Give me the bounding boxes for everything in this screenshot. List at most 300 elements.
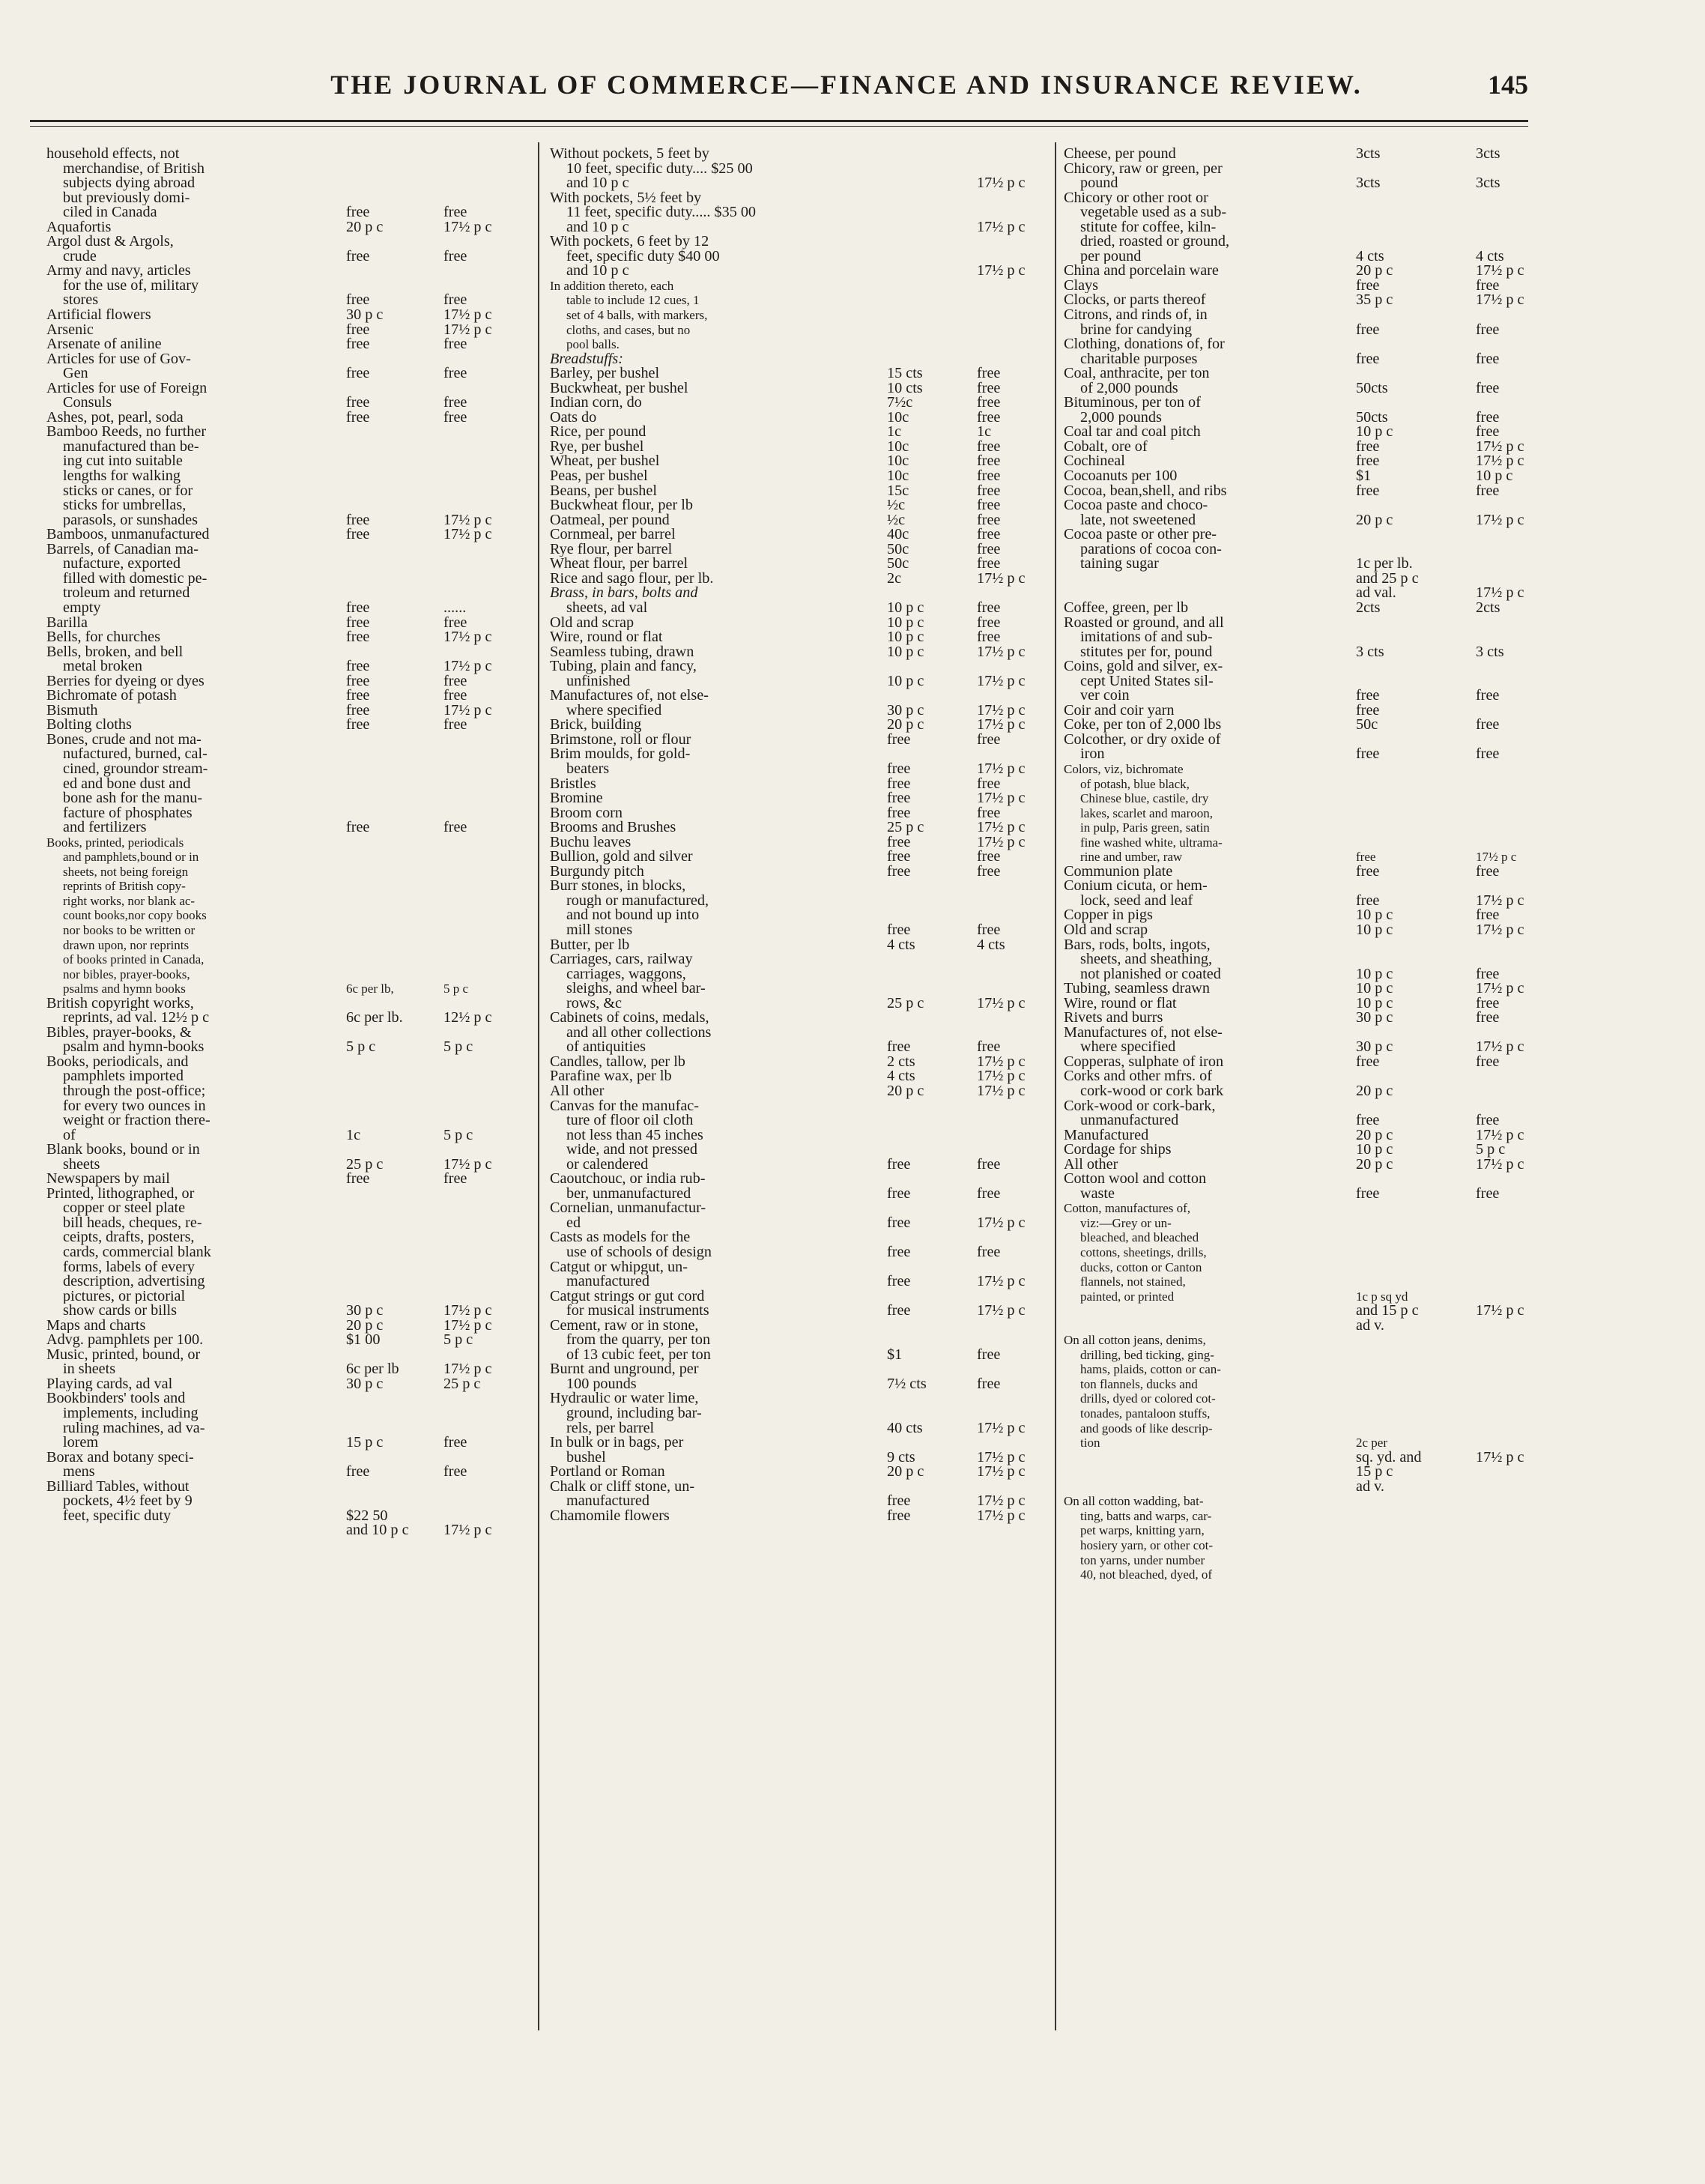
tariff-row [550,1333,1052,1348]
tariff-row [46,249,533,264]
item-description: Tubing, plain and fancy, [550,659,697,674]
old-duty: free [887,833,911,850]
tariff-row [1064,1421,1543,1436]
item-description: manufactured than be- [63,439,199,455]
item-description: Bookbinders' tools and [46,1391,186,1407]
old-duty [1351,938,1476,953]
new-duty [977,1333,1052,1348]
item-description: Rye, per bushel [550,439,644,455]
new-duty [1476,220,1543,235]
new-duty [443,879,533,894]
new-duty: 17½ p c [977,790,1026,807]
new-duty [443,952,533,967]
new-duty [443,1480,533,1495]
new-duty [1476,1319,1543,1334]
old-duty: free [346,599,370,616]
new-duty [443,967,533,982]
new-duty: free [977,1185,1001,1202]
new-duty [443,1274,533,1289]
item-description: Candles, tallow, per lb [550,1054,685,1070]
tariff-row [46,1113,533,1128]
item-description: facture of phosphates [63,805,193,821]
tariff-row [46,777,533,792]
item-description: Coffee, green, per lb [1064,600,1189,616]
item-description: 40, not bleached, dyed, of [1080,1567,1213,1582]
item-description: of books printed in Canada, [63,952,205,967]
tariff-row [1064,1099,1543,1114]
old-duty [342,454,443,469]
new-duty: 17½ p c [977,175,1026,192]
tariff-row [1064,1362,1543,1377]
old-duty: 10 p c [887,599,924,616]
tariff-row [1064,1055,1543,1070]
item-description: Chicory or other root or [1064,190,1208,206]
new-duty [1476,366,1543,381]
new-duty [443,572,533,587]
item-description [1064,1451,1351,1465]
old-duty [342,557,443,572]
old-duty: free [346,1463,370,1480]
new-duty: 17½ p c [1476,921,1524,938]
new-duty: 17½ p c [443,701,492,719]
tariff-row [1064,1172,1543,1187]
old-duty: 2c per [1356,1436,1388,1451]
item-description: Bituminous, per ton of [1064,396,1201,411]
new-duty [1476,1230,1543,1245]
new-duty: 3cts [1476,147,1500,162]
old-duty [342,498,443,513]
new-duty: 12½ p c [443,1009,492,1026]
new-duty: 17½ p c [443,1361,492,1378]
old-duty: 10 p c [887,672,924,689]
tariff-row [1064,1201,1543,1216]
old-duty [342,923,443,938]
item-description: fine washed white, ultrama- [1080,835,1223,850]
old-duty [1351,1538,1476,1553]
new-duty: 4 cts [977,936,1005,953]
header-rule-thin [30,126,1528,127]
item-description: Barilla [46,615,88,631]
new-duty: free [1476,1112,1500,1129]
tariff-row [550,425,1052,440]
tariff-row [1064,440,1543,455]
old-duty [342,879,443,894]
old-duty: 10 p c [1356,980,1393,997]
item-description: Casts as models for the [550,1230,691,1246]
old-duty [342,835,443,850]
old-duty: free [887,1155,911,1173]
item-description: of [63,1128,76,1143]
new-duty [443,425,533,440]
item-description: viz:—Grey or un- [1080,1215,1172,1230]
item-description: of 2,000 pounds [1080,381,1178,396]
new-duty [443,1069,533,1084]
tariff-row [550,1494,1052,1509]
old-duty [1351,1274,1476,1289]
tariff-row [46,1304,533,1319]
old-duty [1351,1377,1476,1392]
tariff-row [550,1172,1052,1187]
tariff-row [1064,1509,1543,1524]
item-description: All other [1064,1157,1118,1173]
tariff-row [1064,1304,1543,1319]
item-description: Manufactures of, not else- [1064,1025,1223,1041]
old-duty [1351,191,1476,206]
item-description: filled with domestic pe- [63,571,208,587]
item-description: In bulk or in bags, per [550,1436,684,1451]
new-duty [1476,308,1543,323]
item-description: reprints of British copy- [63,879,186,894]
item-description: Advg. pamphlets per 100. [46,1333,204,1348]
new-duty [1476,1245,1543,1260]
item-description: ruling machines, ad va- [63,1421,205,1436]
old-duty: 10c [887,453,909,470]
new-duty [1476,191,1543,206]
item-description: right works, nor blank ac- [63,893,196,908]
tariff-row [550,220,1052,235]
new-duty: 2cts [1476,599,1500,616]
new-duty: free [977,511,1001,528]
old-duty [342,894,443,909]
item-description: ture of floor oil cloth [566,1113,694,1128]
column-divider [538,142,539,2030]
old-duty [1351,235,1476,249]
tariff-row [550,1391,1052,1406]
tariff-row [46,1480,533,1495]
new-duty: free [1476,687,1500,704]
tariff-row [1064,1553,1543,1568]
tariff-row [46,835,533,850]
old-duty [882,967,977,982]
new-duty [1476,1348,1543,1363]
tariff-row [1064,850,1543,865]
tariff-row [46,601,533,616]
item-description: Coke, per ton of 2,000 lbs [1064,718,1222,733]
tariff-row [46,366,533,381]
item-description [1064,1465,1351,1480]
old-duty [882,1201,977,1216]
new-duty: free [977,540,1001,557]
item-description: stitutes per for, pound [1080,644,1213,660]
tariff-row [550,293,1052,308]
tariff-row [550,1377,1052,1392]
tariff-row [1064,1523,1543,1538]
new-duty: 17½ p c [977,1214,1026,1231]
old-duty: and 25 p c [1356,569,1419,587]
new-duty: 10 p c [1476,468,1513,485]
tariff-row [550,850,1052,865]
item-description: mens [63,1465,95,1480]
item-description: Arsenic [46,322,94,338]
old-duty [342,1099,443,1114]
item-description: dried, roasted or ground, [1080,235,1230,249]
item-description: Printed, lithographed, or [46,1186,195,1202]
item-description: troleum and returned [63,586,190,601]
new-duty: 17½ p c [1476,1302,1524,1319]
item-description: Clothing, donations of, for [1064,337,1225,352]
new-duty: 17½ p c [443,526,492,543]
old-duty: 4 cts [1356,247,1384,264]
item-description: ed and bone dust and [63,776,191,792]
item-description: Cotton wool and cotton [1064,1172,1207,1187]
new-duty: 5 p c [443,981,469,996]
old-duty: free [887,790,911,807]
tariff-row [1064,1406,1543,1421]
old-duty: 50cts [1356,408,1388,426]
item-description: nufacture, exported [63,557,181,572]
old-duty [882,952,977,967]
item-description: for the use of, military [63,278,199,294]
old-duty: free [1356,687,1380,704]
old-duty [1351,1553,1476,1568]
item-description: Portland or Roman [550,1465,665,1480]
old-duty: free [887,1507,911,1524]
tariff-row [46,1172,533,1187]
old-duty [342,1216,443,1231]
tariff-row [1064,498,1543,513]
old-duty [882,1391,977,1406]
new-duty [1476,1172,1543,1187]
item-description: Bichromate of potash [46,689,177,704]
new-duty: 17½ p c [443,1155,492,1173]
tariff-row [46,1465,533,1480]
item-description: sticks or canes, or for [63,483,193,499]
item-description: Books, printed, periodicals [46,835,184,850]
item-description: Articles for use of Foreign [46,381,208,396]
old-duty: 20 p c [887,716,924,733]
old-duty [1351,1567,1476,1582]
item-description: Coal tar and coal pitch [1064,425,1201,440]
old-duty [342,484,443,499]
tariff-row [46,1230,533,1245]
item-description: Wire, round or flat [1064,996,1177,1011]
tariff-row [1064,820,1543,835]
tariff-row [550,938,1052,953]
new-duty: 17½ p c [977,994,1026,1011]
tariff-row [1064,1567,1543,1582]
tariff-column-3 [1064,147,1543,2035]
old-duty: free [887,1038,911,1056]
tariff-row [46,659,533,674]
old-duty: 1c [346,1126,361,1143]
tariff-row [550,1436,1052,1451]
item-description: Indian corn, do [550,396,642,411]
tariff-row [1064,1216,1543,1231]
old-duty [882,191,977,206]
tariff-row [1064,276,1543,294]
old-duty [882,1319,977,1334]
tariff-row [1064,586,1543,601]
old-duty [882,264,977,279]
new-duty: 17½ p c [443,321,492,338]
old-duty: 2 cts [887,1053,915,1070]
old-duty [1351,952,1476,967]
item-description: Brass, in bars, bolts and [550,586,698,601]
tariff-row [1064,249,1543,264]
old-duty: 40c [887,526,909,543]
new-duty: 17½ p c [1476,511,1524,528]
new-duty: free [1476,745,1500,763]
tariff-row [1064,967,1543,982]
item-description: Communion plate [1064,864,1173,880]
item-description: empty [63,600,101,616]
column-divider [1055,142,1056,2030]
tariff-row [46,1406,533,1421]
old-duty [342,162,443,177]
tariff-row [1064,176,1543,191]
tariff-row [46,1260,533,1275]
new-duty: 17½ p c [977,716,1026,733]
item-description: drills, dyed or colored cot- [1080,1391,1216,1406]
new-duty [1476,205,1543,220]
tariff-row [1064,469,1543,484]
item-description: psalm and hymn-books [63,1040,205,1055]
tariff-row [1064,1026,1543,1041]
item-description: and goods of like descrip- [1080,1421,1213,1436]
tariff-row [550,176,1052,191]
old-duty [342,1187,443,1202]
item-description: for every two ounces in [63,1098,206,1114]
item-description: Cochineal [1064,454,1125,470]
item-description: lorem [63,1436,99,1451]
tariff-row [1064,1391,1543,1406]
old-duty: free [887,1244,911,1261]
item-description: manufactured [566,1494,649,1509]
item-description: table to include 12 cues, 1 [566,293,700,308]
item-description: Cordage for ships [1064,1143,1172,1158]
old-duty: 20 p c [346,218,384,235]
new-duty: free [977,862,1001,880]
old-duty: 30 p c [1356,1009,1393,1026]
item-description: bone ash for the manu- [63,791,203,806]
item-description: lengths for walking [63,469,181,484]
tariff-row [46,220,533,235]
old-duty [1351,337,1476,352]
item-description: 10 feet, specific duty.... $25 00 [566,161,753,177]
tariff-row [550,1155,1052,1173]
new-duty [1476,1333,1543,1348]
new-duty [443,484,533,499]
new-duty [443,542,533,557]
item-description: Cabinets of coins, medals, [550,1011,709,1026]
old-duty: 10 p c [1356,423,1393,441]
item-description: feet, specific duty $40 00 [566,249,720,264]
tariff-row [1064,747,1543,762]
new-duty: 17½ p c [977,1448,1026,1465]
tariff-row [1064,381,1543,396]
item-description: iron [1080,747,1105,762]
old-duty [1351,1230,1476,1245]
old-duty [342,1055,443,1070]
item-description: subjects dying abroad [63,176,196,191]
item-description: per pound [1080,249,1142,264]
item-description: ducks, cotton or Canton [1080,1259,1202,1274]
item-description: Cornelian, unmanufactur- [550,1201,706,1216]
tariff-row [1064,1128,1543,1143]
old-duty [342,1230,443,1245]
new-duty [1476,1421,1543,1436]
item-description: Cocoa paste and choco- [1064,498,1208,513]
old-duty [342,777,443,792]
tariff-row [550,967,1052,982]
new-duty: free [977,730,1001,748]
new-duty: 17½ p c [977,1463,1026,1480]
tariff-row [1064,1245,1543,1260]
new-duty: free [1476,1053,1500,1070]
tariff-row [550,191,1052,206]
tariff-row [550,205,1052,220]
item-description: 2,000 pounds [1080,410,1162,426]
old-duty [882,894,977,909]
item-description: pictures, or pictorial [63,1289,186,1304]
item-description: parasols, or sunshades [63,512,198,528]
old-duty [1351,527,1476,542]
item-description: Clays [1064,278,1098,294]
new-duty [443,1084,533,1099]
new-duty: 17½ p c [1476,1155,1524,1173]
tariff-row [550,601,1052,616]
tariff-row [1064,1377,1543,1392]
old-duty: free [346,408,370,426]
item-description: Hydraulic or water lime, [550,1391,699,1407]
item-description: and 10 p c [566,264,629,279]
new-duty: free [977,365,1001,382]
tariff-row [46,484,533,499]
new-duty: free [977,555,1001,572]
old-duty [342,938,443,953]
item-description: Butter, per lb [550,937,630,953]
item-description: Articles for use of Gov- [46,351,191,367]
new-duty [977,952,1052,967]
old-duty [882,1113,977,1128]
old-duty [1351,806,1476,821]
new-duty [1476,616,1543,631]
new-duty [443,777,533,792]
item-description: Wheat, per bushel [550,454,660,470]
old-duty: free [346,819,370,836]
item-description: British copyright works, [46,996,194,1011]
old-duty [342,952,443,967]
old-duty: free [346,511,370,528]
tariff-row [1064,1316,1543,1334]
new-duty: 17½ p c [443,1522,492,1539]
tariff-row [1064,659,1543,674]
old-duty [882,249,977,264]
item-description: of potash, blue black, [1080,776,1190,791]
item-description: nor bibles, prayer-books, [63,967,190,981]
new-duty: free [1476,408,1500,426]
tariff-row [46,1187,533,1202]
new-duty: 5 p c [1476,1141,1506,1158]
tariff-row [1064,1448,1543,1465]
item-description: for musical instruments [566,1304,709,1319]
item-description: Argol dust & Argols, [46,235,174,249]
new-duty [977,1406,1052,1421]
old-duty [882,689,977,704]
tariff-row [1064,542,1543,557]
new-duty: free [977,599,1001,616]
item-description: cloths, and cases, but no [566,322,691,337]
item-description: crude [63,249,97,264]
tariff-row [550,337,1052,352]
item-description: rough or manufactured, [566,893,709,909]
tariff-row [550,1128,1052,1143]
old-duty [342,469,443,484]
new-duty: 25 p c [443,1375,481,1392]
old-duty: free [346,687,370,704]
old-duty: free [1356,482,1380,499]
new-duty [1476,1406,1543,1421]
